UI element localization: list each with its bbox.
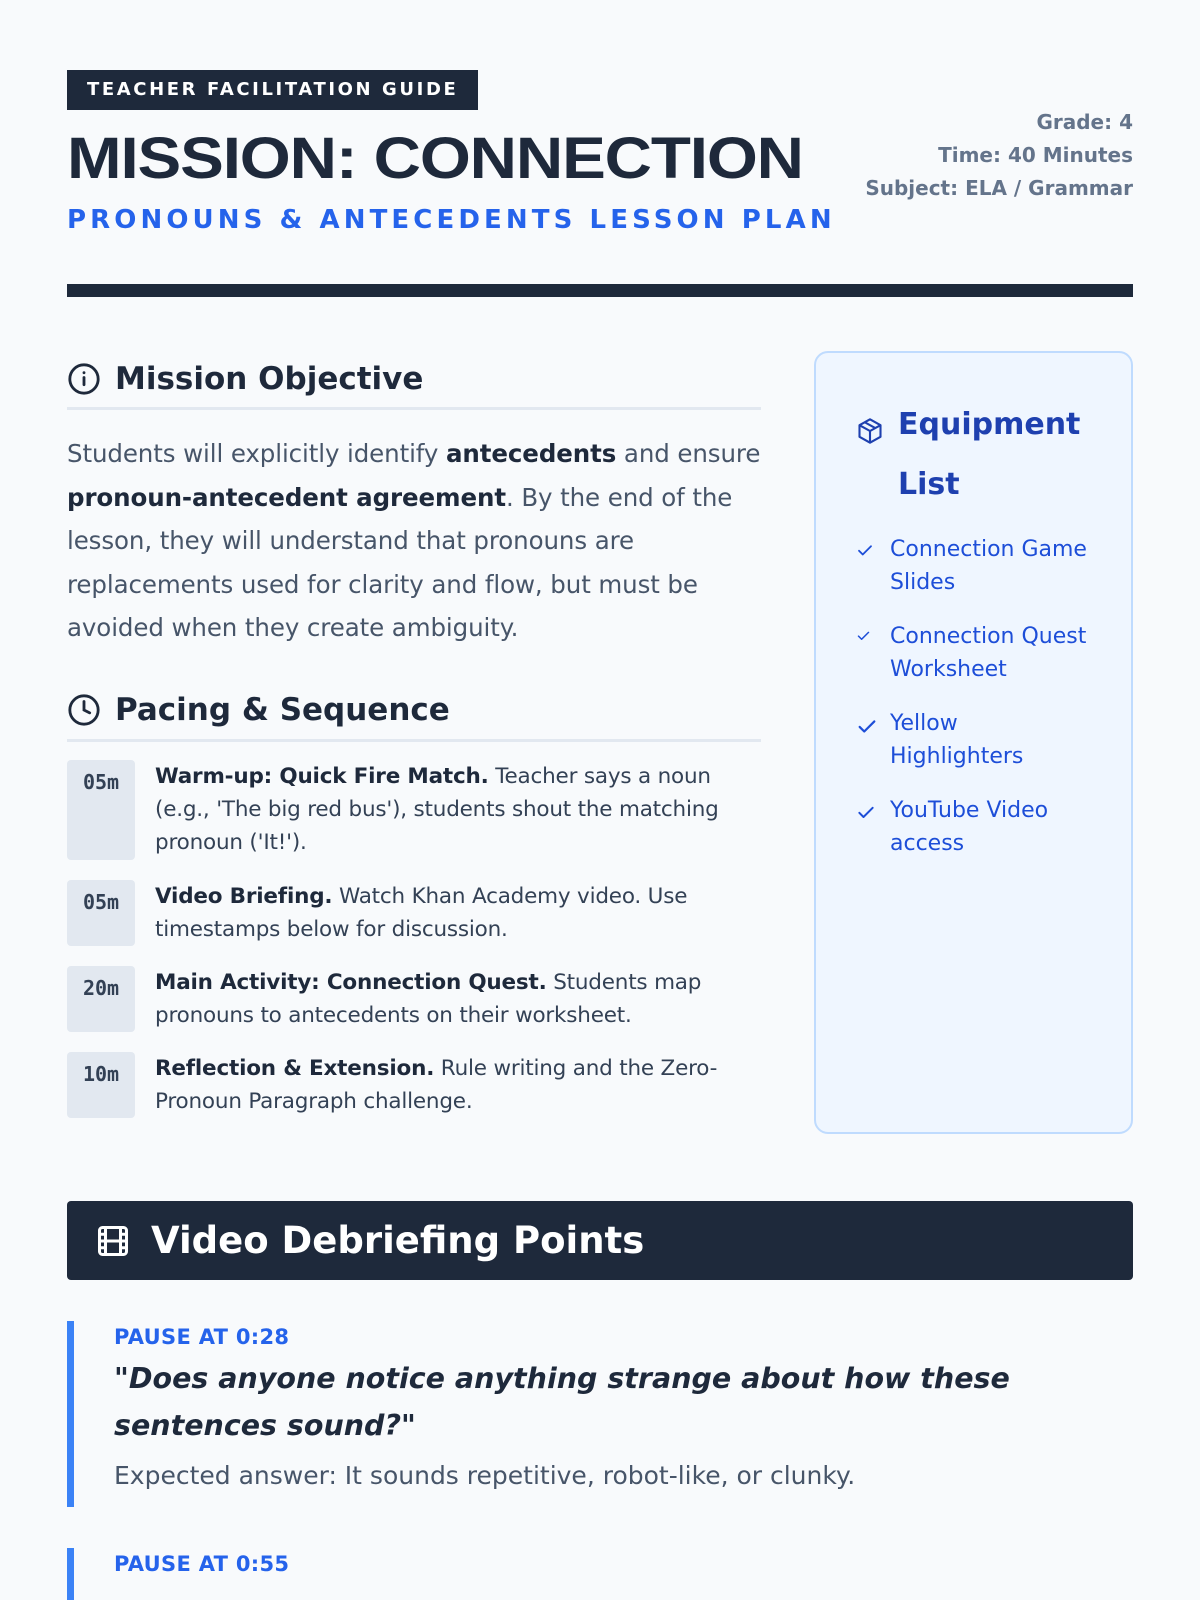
pacing-item-title: Main Activity: Connection Quest. xyxy=(155,969,547,995)
objective-heading: Mission Objective xyxy=(115,360,424,397)
debrief-point xyxy=(67,1321,1133,1507)
main-column xyxy=(67,350,761,1138)
time-chip: 05m xyxy=(67,880,135,946)
equipment-item-label: Connection Game Slides xyxy=(890,537,1087,595)
check-icon xyxy=(856,620,890,647)
objective-keyword: antecedents xyxy=(445,439,617,468)
header xyxy=(67,70,1133,297)
pacing-item-desc: Watch Khan Academy video. Use timestamps below for discussion. xyxy=(155,883,688,942)
equipment-item xyxy=(856,620,1093,686)
info-icon xyxy=(67,362,101,396)
pacing-heading-row xyxy=(67,682,761,742)
pacing-heading: Pacing & Sequence xyxy=(115,692,450,728)
package-icon xyxy=(856,417,884,445)
meta-subject: Subject: ELA / Grammar xyxy=(865,176,1133,200)
pacing-item-title: Reflection & Extension. xyxy=(155,1055,435,1081)
pacing-item-text xyxy=(155,760,761,859)
objective-heading-row xyxy=(67,350,761,410)
meta-grade: Grade: 4 xyxy=(1036,110,1133,134)
objective-keyword: pronoun-antecedent agreement xyxy=(67,482,506,512)
debrief-point xyxy=(67,1548,1133,1600)
lesson-plan-page xyxy=(67,70,1133,1576)
debrief-question: "Does anyone notice anything strange about how these sentences sound?" xyxy=(114,1362,1010,1442)
equipment-item xyxy=(856,533,1093,599)
guide-badge: TEACHER FACILITATION GUIDE xyxy=(67,70,478,110)
objective-text-part: . By the end of the lesson, they will understand that pronouns are replacements used for clarity and flow, but must be avoided when they create ambiguity. xyxy=(67,482,733,642)
equipment-item-label: YouTube Video access xyxy=(890,798,1049,856)
pacing-item xyxy=(67,760,761,860)
objective-text-part: Students will explicitly identify xyxy=(67,439,446,468)
time-chip: 10m xyxy=(67,1052,135,1118)
time-chip: 05m xyxy=(67,760,135,860)
pacing-item-text xyxy=(155,1052,761,1118)
pause-label: PAUSE AT 0:28 xyxy=(114,1325,290,1349)
pacing-item-desc: Students map pronouns to antecedents on their worksheet. xyxy=(155,969,702,1028)
pacing-item-text xyxy=(155,966,761,1032)
equipment-card xyxy=(814,351,1133,1134)
equipment-list xyxy=(856,533,1093,860)
pacing-item-text xyxy=(155,880,761,946)
objective-text xyxy=(67,432,761,650)
page-title: MISSION: CONNECTION xyxy=(67,126,803,191)
pacing-item xyxy=(67,966,761,1032)
meta-time: Time: 40 Minutes xyxy=(938,143,1133,167)
pacing-item-desc: Teacher says a noun (e.g., 'The big red bus'), students shout the matching pronoun ('It!'). xyxy=(155,763,719,855)
header-divider xyxy=(67,284,1133,297)
check-icon xyxy=(856,533,890,563)
pacing-item xyxy=(67,1052,761,1118)
film-icon xyxy=(95,1223,131,1259)
equipment-item xyxy=(856,707,1093,773)
pause-label: PAUSE AT 0:55 xyxy=(114,1552,290,1576)
video-debrief-heading: Video Debriefing Points xyxy=(151,1219,645,1262)
pacing-item xyxy=(67,880,761,946)
check-icon xyxy=(856,794,890,826)
pacing-list xyxy=(67,760,761,1118)
expected-answer: Expected answer: It sounds repetitive, robot-like, or clunky. xyxy=(114,1461,856,1490)
video-debrief-banner xyxy=(67,1201,1133,1280)
equipment-item-label: Connection Quest Worksheet xyxy=(890,624,1087,682)
page-subtitle: PRONOUNS & ANTECEDENTS LESSON PLAN xyxy=(67,205,836,235)
time-chip: 20m xyxy=(67,966,135,1032)
equipment-heading-row xyxy=(856,395,1093,515)
pacing-item-title: Warm-up: Quick Fire Match. xyxy=(155,763,489,789)
equipment-heading: Equipment List xyxy=(898,407,1081,502)
clock-icon xyxy=(67,693,101,727)
equipment-item xyxy=(856,794,1093,860)
equipment-item-label: Yellow Highlighters xyxy=(890,711,1024,769)
objective-text-part: and ensure xyxy=(616,439,761,468)
pacing-item-title: Video Briefing. xyxy=(155,883,333,909)
lesson-meta xyxy=(865,106,1133,205)
pacing-item-desc: Rule writing and the Zero-Pronoun Paragraph challenge. xyxy=(155,1055,718,1114)
check-icon xyxy=(856,707,890,741)
